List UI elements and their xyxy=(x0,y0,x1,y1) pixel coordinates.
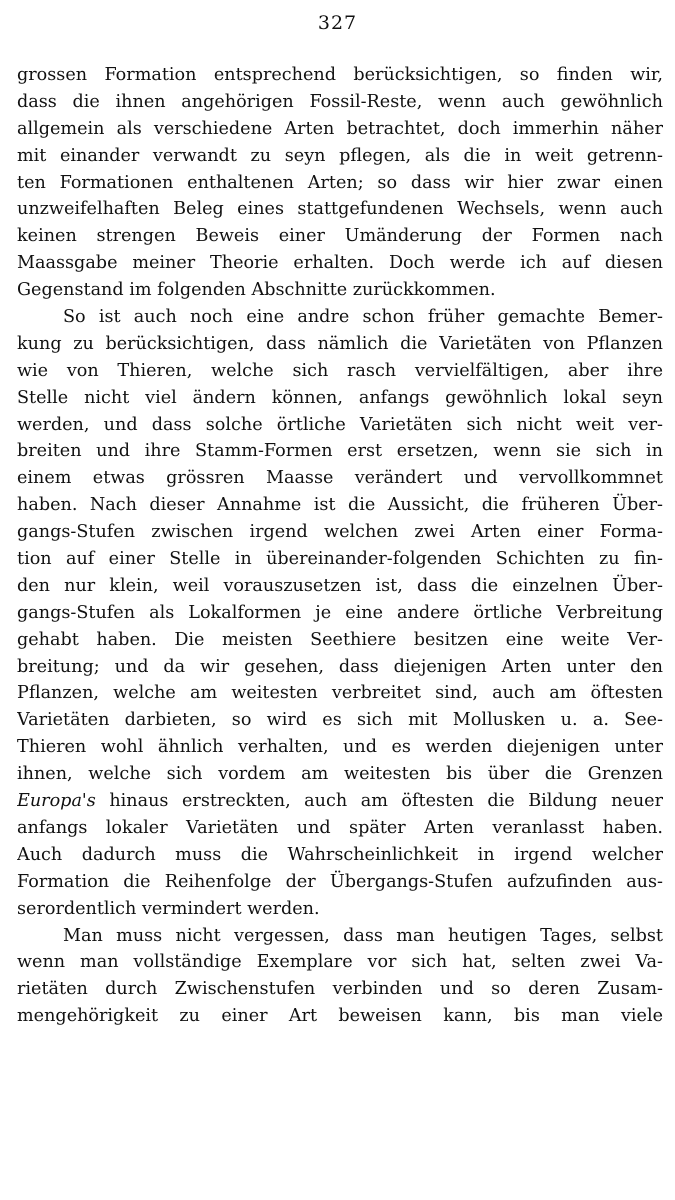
line-text: gangs-Stufen zwischen irgend welchen zwei Arten einer Forma- xyxy=(17,522,663,543)
text-line xyxy=(17,976,663,1003)
text-line xyxy=(17,627,663,654)
line-text: wie von Thieren, welche sich rasch vervielfältigen, aber ihre xyxy=(17,360,663,381)
text-line xyxy=(17,62,663,89)
line-text: unzweifelhaften Beleg eines stattgefundenen Wechsels, wenn auch xyxy=(17,199,663,220)
line-text: gehabt haben. Die meisten Seethiere besitzen eine weite Ver- xyxy=(17,629,663,650)
line-text: dass die ihnen angehörigen Fossil-Reste, wenn auch gewöhnlich xyxy=(17,91,663,112)
body-text xyxy=(17,62,663,1030)
line-text: So ist auch noch eine andre schon früher gemachte Bemer- xyxy=(63,307,663,328)
line-text: anfangs lokaler Varietäten und später Arten veranlasst haben. xyxy=(17,817,663,838)
line-text: Thieren wohl ähnlich verhalten, und es werden diejenigen unter xyxy=(17,737,663,758)
line-text: Pflanzen, welche am weitesten verbreitet sind, auch am öftesten xyxy=(17,683,663,704)
line-text: den nur klein, weil vorauszusetzen ist, dass die einzelnen Über- xyxy=(17,575,663,596)
text-line xyxy=(17,1003,663,1030)
text-line xyxy=(17,734,663,761)
text-line xyxy=(17,519,663,546)
text-line xyxy=(17,923,663,950)
line-text: Man muss nicht vergessen, dass man heutigen Tages, selbst xyxy=(63,925,663,946)
text-line xyxy=(17,170,663,197)
line-text: rietäten durch Zwischenstufen verbinden und so deren Zusam- xyxy=(17,979,663,1000)
text-line xyxy=(17,654,663,681)
emphasized-word: Europa's xyxy=(17,791,96,812)
line-text: wenn man vollständige Exemplare vor sich hat, selten zwei Va- xyxy=(17,952,663,973)
line-text: mit einander verwandt zu seyn pflegen, als die in weit getrenn- xyxy=(17,145,663,166)
text-line xyxy=(17,196,663,223)
line-text: Varietäten darbieten, so wird es sich mit Mollusken u. a. See- xyxy=(17,710,663,731)
text-line xyxy=(17,304,663,331)
line-text: Auch dadurch muss die Wahrscheinlichkeit in irgend welcher xyxy=(17,844,663,865)
text-line xyxy=(17,143,663,170)
line-text: haben. Nach dieser Annahme ist die Aussicht, die früheren Über- xyxy=(17,495,663,516)
line-text: breitung; und da wir gesehen, dass diejenigen Arten unter den xyxy=(17,656,663,677)
text-line xyxy=(17,842,663,869)
text-line xyxy=(17,116,663,143)
line-text: ihnen, welche sich vordem am weitesten bis über die Grenzen xyxy=(17,764,663,785)
line-text: Gegenstand im folgenden Abschnitte zurückkommen. xyxy=(17,280,496,301)
line-text: mengehörigkeit zu einer Art beweisen kann, bis man viele xyxy=(17,1006,663,1027)
text-line xyxy=(17,250,663,277)
text-line xyxy=(17,412,663,439)
line-text: allgemein als verschiedene Arten betrachtet, doch immerhin näher xyxy=(17,118,663,139)
text-line xyxy=(17,277,663,304)
text-line xyxy=(17,788,663,815)
line-text: Stelle nicht viel ändern können, anfangs gewöhnlich lokal seyn xyxy=(17,387,663,408)
line-text: gangs-Stufen als Lokalformen je eine andere örtliche Verbreitung xyxy=(17,602,663,623)
line-text: Formation die Reihenfolge der Übergangs-Stufen aufzufinden aus- xyxy=(17,871,663,892)
text-line xyxy=(17,223,663,250)
text-line xyxy=(17,815,663,842)
text-line xyxy=(17,707,663,734)
line-text: Maassgabe meiner Theorie erhalten. Doch werde ich auf diesen xyxy=(17,253,663,274)
text-line xyxy=(17,438,663,465)
line-text: kung zu berücksichtigen, dass nämlich die Varietäten von Pflanzen xyxy=(17,333,663,354)
text-line xyxy=(17,896,663,923)
line-text: hinaus erstreckten, auch am öftesten die Bildung neuer xyxy=(95,791,663,812)
text-line xyxy=(17,761,663,788)
text-line xyxy=(17,331,663,358)
line-text: werden, und dass solche örtliche Varietäten sich nicht weit ver- xyxy=(17,414,663,435)
text-line xyxy=(17,492,663,519)
text-line xyxy=(17,680,663,707)
text-line xyxy=(17,949,663,976)
line-text: tion auf einer Stelle in übereinander-folgenden Schichten zu fin- xyxy=(17,549,663,570)
text-line xyxy=(17,600,663,627)
text-line xyxy=(17,89,663,116)
line-text: serordentlich vermindert werden. xyxy=(17,898,320,919)
line-text: grossen Formation entsprechend berücksichtigen, so finden wir, xyxy=(17,65,663,85)
line-text: einem etwas grössren Maasse verändert und vervollkommnet xyxy=(17,468,663,489)
text-line xyxy=(17,358,663,385)
text-line xyxy=(17,385,663,412)
text-line xyxy=(17,869,663,896)
line-text: keinen strengen Beweis einer Umänderung der Formen nach xyxy=(17,226,663,247)
text-line xyxy=(17,546,663,573)
line-text: ten Formationen enthaltenen Arten; so dass wir hier zwar einen xyxy=(17,172,663,193)
text-line xyxy=(17,465,663,492)
text-line xyxy=(17,573,663,600)
page-number: 327 xyxy=(317,12,358,34)
line-text: breiten und ihre Stamm-Formen erst ersetzen, wenn sie sich in xyxy=(17,441,663,462)
